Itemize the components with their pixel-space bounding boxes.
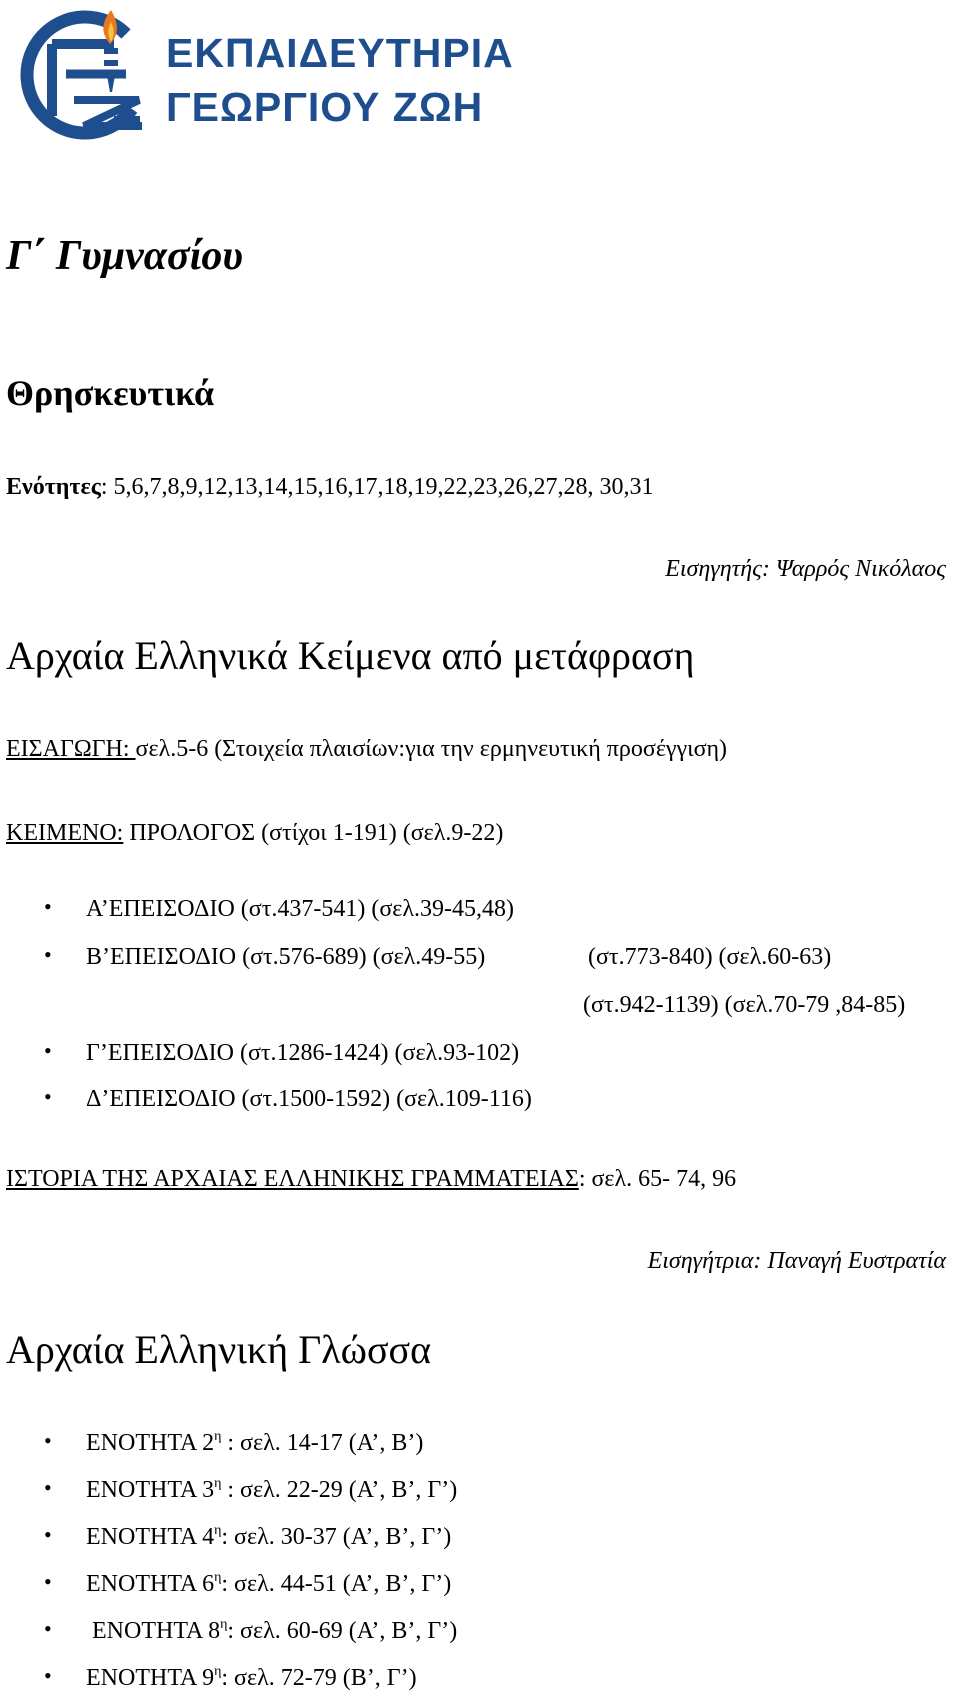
school-logo [14,4,574,144]
list-item: • ΕΝΟΤΗΤΑ $6^\eta$: σελ. 44-51 (Α’, Β’, Γ’) [44,1571,409,1598]
grade-title: Γ΄ Γυμνασίου [6,233,243,279]
translation-presenter: Εισηγήτρια: Παναγή Ευστρατία [647,1248,946,1274]
logo-line-1: ΕΚΠΑΙΔΕΥΤΗΡΙΑ [166,30,514,76]
history-rest: : σελ. 65- 74, 96 [578,1166,737,1192]
text-label: ΚΕΙΜΕΝΟ: [6,820,124,846]
school-emblem-icon [14,4,164,144]
intro-text: σελ.5-6 (Στοιχεία πλαισίων:για την ερμηνευτική προσέγγιση) [135,736,728,762]
list-item: • ΕΝΟΤΗΤΑ $3^\eta$ : σελ. 22-29 (Α’, Β’, Γ’) [44,1477,415,1504]
ancient-translation-heading: Αρχαία Ελληνικά Κείμενα από μετάφραση [6,633,695,678]
intro-line [6,736,727,763]
list-item: • Β’ΕΠΕΙΣΟΔΙΟ (στ.576-689) (σελ.49-55) [44,944,443,971]
history-label: ΙΣΤΟΡΙΑ ΤΗΣ ΑΡΧΑΙΑΣ ΕΛΛΗΝΙΚΗΣ ΓΡΑΜΜΑΤΕΙΑΣ [6,1166,579,1192]
list-item: • ΕΝΟΤΗΤΑ $4^\eta$: σελ. 30-37 (Α’, Β’, Γ’) [44,1524,409,1551]
religion-presenter: Εισηγητής: Ψαρρός Νικόλαος [665,556,946,582]
units-label: Ενότητες [6,474,101,500]
list-item: • ΕΝΟΤΗΤΑ $9^\eta$: σελ. 72-79 (Β’, Γ’) [44,1665,375,1692]
episode-2-extra-1: (στ.773-840) (σελ.60-63) [588,944,832,970]
intro-label: ΕΙΣΑΓΩΓΗ: [6,736,136,762]
list-item: • Γ’ΕΠΕΙΣΟΔΙΟ (στ.1286-1424) (σελ.93-102) [44,1040,477,1067]
text-line [6,820,503,847]
list-item: • Α’ΕΠΕΙΣΟΔΙΟ (στ.437-541) (σελ.39-45,48) [44,896,472,923]
units-value: : 5,6,7,8,9,12,13,14,15,16,17,18,19,22,23,26,27,28, 30,31 [100,474,654,500]
religion-units [6,474,654,501]
list-item: • ΕΝΟΤΗΤΑ $8^\eta$: σελ. 60-69 (Α’, Β’, Γ’) [44,1618,415,1645]
episode-2-extra-2: (στ.942-1139) (σελ.70-79 ,84-85) [583,992,906,1018]
text-rest: ΠΡΟΛΟΓΟΣ (στίχοι 1-191) (σελ.9-22) [123,820,504,846]
religion-heading: Θρησκευτικά [6,373,215,413]
history-line [6,1166,736,1193]
list-item: • ΕΝΟΤΗΤΑ $2^\eta$ : σελ. 14-17 (Α’, Β’) [44,1430,381,1457]
ancient-language-heading: Αρχαία Ελληνική Γλώσσα [6,1327,432,1372]
logo-line-2: ΓΕΩΡΓΙΟΥ ΖΩΗ [166,84,484,130]
list-item: • Δ’ΕΠΕΙΣΟΔΙΟ (στ.1500-1592) (σελ.109-116) [44,1086,490,1113]
